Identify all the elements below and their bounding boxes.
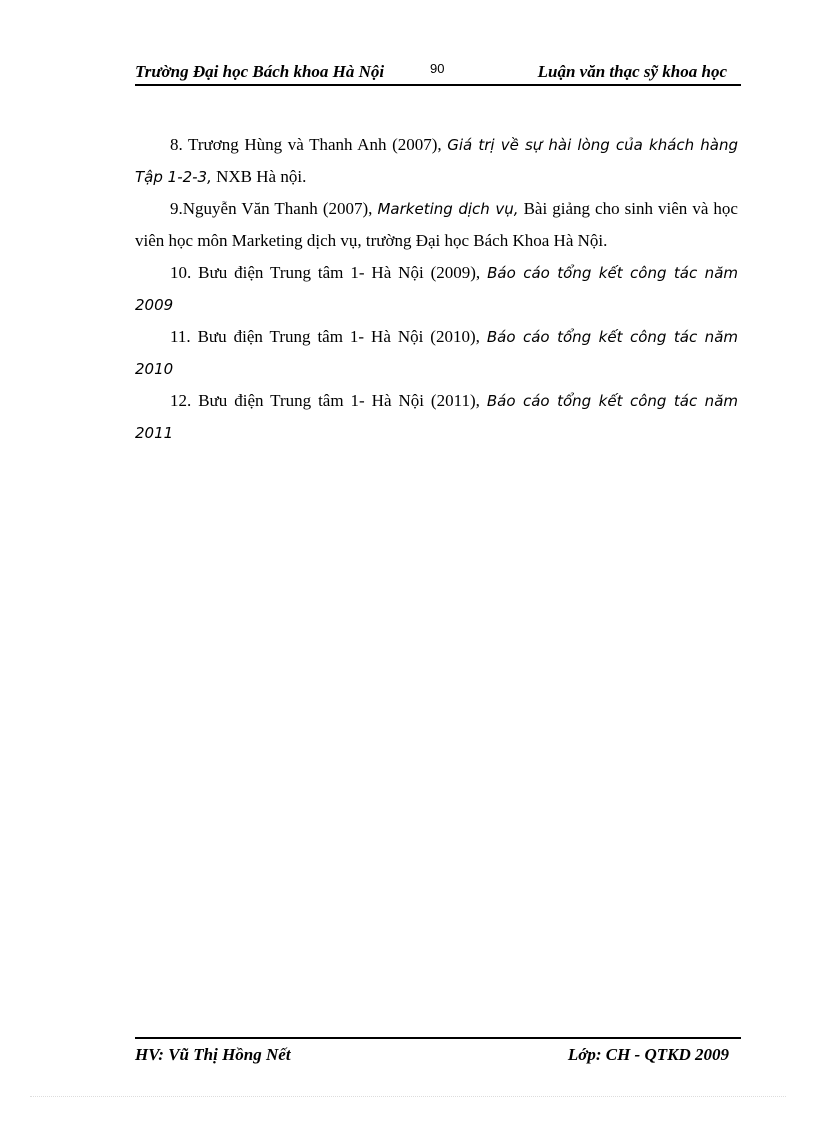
page-header	[135, 58, 741, 86]
reference-title: Marketing dịch vụ,	[377, 200, 519, 218]
student-name: HV: Vũ Thị Hồng Nết	[135, 1045, 291, 1064]
university-name: Trường Đại học Bách khoa Hà Nội	[135, 62, 385, 81]
reference-title: Giá trị về sự hài lòng của khách hàng Tập 1-2-3,	[135, 136, 739, 186]
reference-title: Báo cáo tổng kết công tác năm 2010	[135, 328, 738, 378]
reference-item-10	[135, 257, 738, 321]
reference-title: Báo cáo tổng kết công tác năm 2011	[135, 392, 738, 442]
reference-item-8	[135, 129, 738, 193]
reference-number: 9.	[170, 199, 183, 218]
reference-authors: Bưu điện Trung tâm 1- Hà Nội (2010),	[190, 327, 487, 346]
reference-item-9	[135, 193, 738, 257]
page-bottom-divider	[30, 1096, 786, 1097]
reference-publisher: Bài giảng cho sinh viên và học viên học môn Marketing dịch vụ, trường Đại học Bách Khoa Hà Nội.	[135, 199, 738, 250]
page-footer	[135, 1037, 741, 1069]
reference-authors: Bưu điện Trung tâm 1- Hà Nội (2011),	[191, 391, 487, 410]
reference-authors: Nguyễn Văn Thanh (2007),	[182, 199, 378, 218]
reference-authors: Trương Hùng và Thanh Anh (2007),	[182, 135, 448, 154]
reference-number: 10.	[170, 263, 192, 282]
reference-number: 11.	[170, 327, 191, 346]
reference-number: 8.	[170, 135, 183, 154]
reference-list	[135, 129, 738, 449]
thesis-type: Luận văn thạc sỹ khoa học	[537, 62, 727, 81]
reference-authors: Bưu điện Trung tâm 1- Hà Nội (2009),	[191, 263, 488, 282]
reference-item-11	[135, 321, 738, 385]
reference-publisher: NXB Hà nội.	[211, 167, 307, 186]
class-code: Lớp: CH - QTKD 2009	[567, 1045, 729, 1064]
reference-number: 12.	[170, 391, 192, 410]
reference-title: Báo cáo tổng kết công tác năm 2009	[135, 264, 738, 314]
reference-item-12	[135, 385, 738, 449]
page-number: 90	[430, 61, 445, 76]
